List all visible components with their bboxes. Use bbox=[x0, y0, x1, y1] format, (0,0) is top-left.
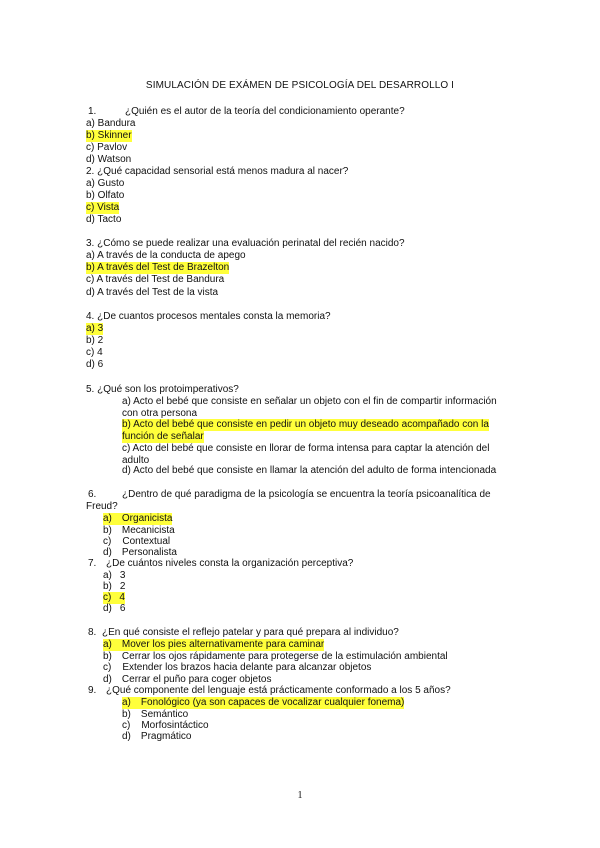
q3-option-a: a) A través de la conducta de apego bbox=[86, 250, 246, 261]
question-4-text: 4. ¿De cuantos procesos mentales consta la memoria? bbox=[86, 311, 331, 322]
q6-option-a-letter: a) bbox=[103, 513, 112, 524]
q1-option-a: a) Bandura bbox=[86, 118, 136, 129]
q5-option-c-line-1: c) Acto del bebé que consiste en llorar de forma intensa para captar la atención del bbox=[122, 443, 490, 454]
q7-option-a-text: 3 bbox=[119, 570, 126, 581]
q8-option-d-letter: d) bbox=[103, 674, 112, 685]
q5-option-b-answer-line-1: b) Acto del bebé que consiste en pedir un objeto muy deseado acompañado con la bbox=[122, 419, 489, 430]
q8-option-c-letter: c) bbox=[103, 662, 112, 673]
q4-option-b: b) 2 bbox=[86, 335, 104, 346]
q2-option-b: b) Olfato bbox=[86, 190, 125, 201]
question-7-text: ¿De cuántos niveles consta la organización perceptiva? bbox=[106, 558, 354, 569]
q2-option-c-answer: c) Vista bbox=[86, 202, 120, 213]
q7-option-b-text: 2 bbox=[119, 581, 126, 592]
question-9-number: 9. bbox=[88, 685, 97, 696]
q9-option-b-text: Semántico bbox=[140, 709, 189, 720]
question-7-number: 7. bbox=[88, 558, 97, 569]
q6-option-b-letter: b) bbox=[103, 525, 112, 536]
q9-option-c-letter: c) bbox=[122, 720, 131, 731]
question-1-text: ¿Quién es el autor de la teoría del condicionamiento operante? bbox=[125, 106, 405, 117]
q4-option-a-answer: a) 3 bbox=[86, 323, 104, 334]
question-5-text: 5. ¿Qué son los protoimperativos? bbox=[86, 384, 239, 395]
q5-option-b-answer-line-2: función de señalar bbox=[122, 431, 204, 442]
q8-option-a-text: Mover los pies alternativamente para caminar bbox=[121, 639, 325, 650]
page-number: 1 bbox=[297, 790, 303, 801]
question-8-number: 8. bbox=[88, 627, 97, 638]
q5-option-a-line-1: a) Acto el bebé que consiste en señalar un objeto con el fin de compartir información bbox=[122, 396, 497, 407]
q9-option-a-answer bbox=[122, 697, 404, 709]
q7-option-c-letter: c) bbox=[103, 592, 112, 603]
q6-option-a-text: Organicista bbox=[121, 513, 173, 524]
q9-option-a-letter: a) bbox=[122, 697, 131, 708]
q8-option-c-text: Extender los brazos hacia delante para alcanzar objetos bbox=[122, 662, 372, 673]
q7-option-d bbox=[103, 603, 125, 615]
q2-option-a: a) Gusto bbox=[86, 178, 125, 189]
q1-option-c: c) Pavlov bbox=[86, 142, 128, 153]
q8-option-b-text: Cerrar los ojos rápidamente para protegerse de la estimulación ambiental bbox=[121, 651, 448, 662]
q8-option-a-answer bbox=[103, 639, 324, 651]
q5-option-a-line-2: con otra persona bbox=[122, 408, 198, 419]
q7-option-c-text: 4 bbox=[119, 592, 125, 603]
page-title: SIMULACIÓN DE EXÁMEN DE PSICOLOGÍA DEL DESARROLLO I bbox=[145, 80, 455, 91]
q4-option-c: c) 4 bbox=[86, 347, 103, 358]
question-6-number: 6. bbox=[88, 489, 97, 500]
q6-option-b-text: Mecanicista bbox=[121, 525, 175, 536]
q3-option-c: c) A través del Test de Bandura bbox=[86, 274, 225, 285]
question-2-text: 2. ¿Qué capacidad sensorial está menos madura al nacer? bbox=[86, 166, 349, 177]
q2-option-d: d) Tacto bbox=[86, 214, 122, 225]
q8-option-b-letter: b) bbox=[103, 651, 112, 662]
q6-option-d-letter: d) bbox=[103, 547, 112, 558]
q7-option-a-letter: a) bbox=[103, 570, 112, 581]
question-3-text: 3. ¿Cómo se puede realizar una evaluación perinatal del recién nacido? bbox=[86, 238, 405, 249]
question-1-number: 1. bbox=[88, 106, 97, 117]
q1-option-b-answer: b) Skinner bbox=[86, 130, 132, 141]
q9-option-b-letter: b) bbox=[122, 709, 131, 720]
q8-option-a-letter: a) bbox=[103, 639, 112, 650]
q9-option-a-text: Fonológico (ya son capaces de vocalizar cualquier fonema) bbox=[140, 697, 405, 708]
q3-option-d: d) A través del Test de la vista bbox=[86, 287, 219, 298]
q9-option-c-text: Morfosintáctico bbox=[141, 720, 209, 731]
q9-option-d-letter: d) bbox=[122, 731, 131, 742]
q7-option-d-letter: d) bbox=[103, 603, 112, 614]
q5-option-d: d) Acto del bebé que consiste en llamar la atención del adulto de forma intencionada bbox=[122, 465, 497, 476]
q6-option-c-letter: c) bbox=[103, 536, 112, 547]
q7-option-b-letter: b) bbox=[103, 581, 112, 592]
q3-option-b-answer: b) A través del Test de Brazelton bbox=[86, 262, 230, 273]
q8-option-c bbox=[103, 662, 371, 674]
q6-option-a-answer bbox=[103, 513, 172, 525]
q6-option-d-text: Personalista bbox=[121, 547, 177, 558]
question-6-text-line-2: Freud? bbox=[86, 501, 118, 512]
q9-option-d-text: Pragmático bbox=[140, 731, 192, 742]
q4-option-d: d) 6 bbox=[86, 359, 104, 370]
question-8-text: ¿En qué consiste el reflejo patelar y para qué prepara al individuo? bbox=[102, 627, 399, 638]
question-9-text: ¿Qué componente del lenguaje está prácticamente conformado a los 5 años? bbox=[106, 685, 451, 696]
q6-option-c-text: Contextual bbox=[122, 536, 171, 547]
q8-option-d-text: Cerrar el puño para coger objetos bbox=[121, 674, 272, 685]
q7-option-d-text: 6 bbox=[119, 603, 126, 614]
question-6-text-line-1: ¿Dentro de qué paradigma de la psicología se encuentra la teoría psicoanalítica de bbox=[122, 489, 491, 500]
q1-option-d: d) Watson bbox=[86, 154, 132, 165]
q5-option-c-line-2: adulto bbox=[122, 455, 150, 466]
q9-option-d bbox=[122, 731, 191, 743]
